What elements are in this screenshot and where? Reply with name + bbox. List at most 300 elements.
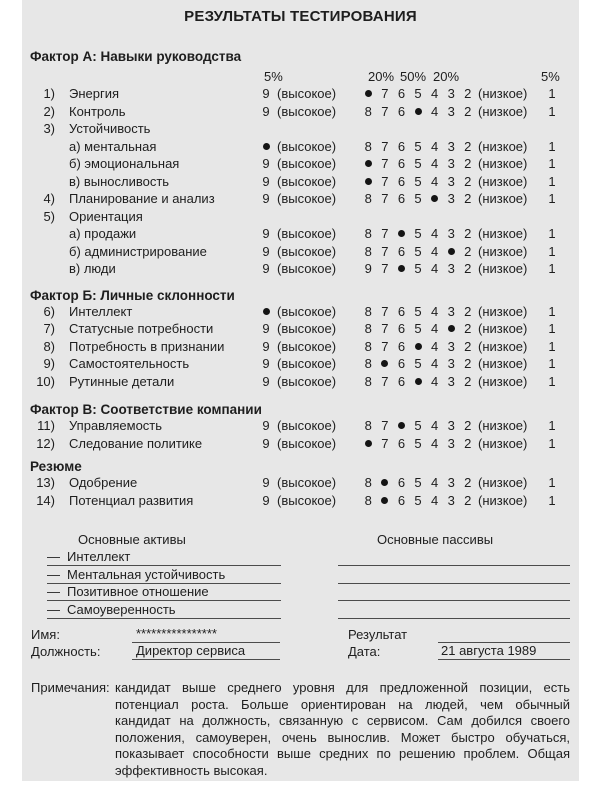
asset-name: Интеллект [67, 549, 131, 565]
scale-number: 2 [464, 191, 472, 207]
score-dot-marker [398, 422, 405, 429]
row-number: 14) [36, 492, 55, 508]
score-dot [377, 356, 394, 371]
scale-number: 3 [447, 173, 455, 189]
dash-mark: — [47, 601, 60, 617]
scale-cells [360, 304, 476, 319]
scale-number: 2 [464, 373, 472, 389]
high-scale-label: (высокое) [277, 475, 337, 491]
low-score: 1 [548, 138, 556, 154]
high-scale-label: (высокое) [277, 173, 337, 189]
assets-list [47, 549, 281, 619]
score-dot-marker [365, 178, 372, 185]
score-dot-marker [448, 248, 455, 255]
scale-number: 2 [464, 86, 472, 102]
row-label: в) люди [69, 261, 116, 277]
scale-number: 3 [447, 435, 455, 451]
high-scale-label: (высокое) [277, 356, 337, 372]
row-number: 1) [43, 86, 55, 102]
liabilities-blank-list [338, 549, 570, 619]
assessment-row [30, 190, 571, 208]
scale-number: 8 [364, 321, 372, 337]
scale-number: 2 [464, 418, 472, 434]
scale-number: 7 [381, 435, 389, 451]
date-value: 21 августа 1989 [438, 644, 570, 660]
low-scale-label: (низкое) [478, 418, 528, 434]
section-heading: Фактор Б: Личные склонности [30, 287, 235, 303]
scale-number: 3 [447, 261, 455, 277]
scale-number: 2 [464, 492, 472, 508]
assessment-row [30, 243, 571, 261]
high-score: 9 [262, 86, 270, 102]
low-scale-label: (низкое) [478, 492, 528, 508]
name-value: **************** [132, 627, 280, 643]
asset-line-item [47, 549, 281, 566]
scale-number: 2 [464, 103, 472, 119]
row-label: а) продажи [69, 226, 137, 242]
scale-number: 2 [464, 138, 472, 154]
high-scale-label: (высокое) [277, 435, 337, 451]
scale-number: 5 [414, 243, 422, 259]
assessment-section [30, 50, 571, 278]
score-dot [360, 156, 377, 171]
liability-blank-line [338, 549, 570, 566]
scale-cells [360, 86, 476, 101]
position-label: Должность: [31, 644, 101, 660]
low-scale-label: (низкое) [478, 226, 528, 242]
percentile-label: 50% [400, 69, 427, 84]
low-scale-label: (низкое) [478, 303, 528, 319]
scale-number: 3 [447, 373, 455, 389]
high-score: 9 [262, 191, 270, 207]
high-scale-label: (высокое) [277, 261, 337, 277]
note-text-line: положения, самоуверен, очень вынослив. Может быстро обучаться, [115, 729, 570, 745]
notes-text [115, 680, 570, 780]
low-score: 1 [548, 261, 556, 277]
name-label: Имя: [31, 627, 60, 643]
liabilities-heading: Основные пассивы [377, 532, 494, 547]
score-dot-marker [415, 343, 422, 350]
scale-number: 8 [364, 418, 372, 434]
note-text-line: показывает способности выше средних по решению проблем. Общая [115, 746, 570, 762]
high-scale-label: (высокое) [277, 156, 337, 172]
scale-number: 3 [447, 86, 455, 102]
score-dot-marker [365, 160, 372, 167]
assets-liabilities-headers [30, 533, 571, 547]
low-score: 1 [548, 418, 556, 434]
score-dot-marker [398, 265, 405, 272]
score-dot-marker [415, 378, 422, 385]
scale-number: 5 [414, 418, 422, 434]
assessment-row [30, 355, 571, 373]
scale-number: 2 [464, 321, 472, 337]
high-score: 9 [262, 475, 270, 491]
row-number: 11) [37, 418, 55, 434]
low-score: 1 [548, 492, 556, 508]
low-score: 1 [548, 321, 556, 337]
percentile-label: 20% [433, 69, 460, 84]
row-label: Самостоятельность [69, 356, 190, 372]
high-scale-label: (высокое) [277, 338, 337, 354]
row-number: 13) [36, 475, 55, 491]
row-label: Планирование и анализ [69, 191, 215, 207]
assessment-row [30, 435, 571, 453]
assessment-row [30, 138, 571, 156]
section-heading: Фактор В: Соответствие компании [30, 402, 262, 417]
scale-number: 4 [430, 321, 439, 337]
low-score: 1 [548, 86, 556, 102]
scale-number: 7 [381, 226, 389, 242]
scale-number: 7 [381, 303, 389, 319]
low-score: 1 [548, 303, 556, 319]
low-scale-label: (низкое) [478, 435, 528, 451]
scale-number: 8 [364, 338, 372, 354]
scale-number: 7 [381, 418, 389, 434]
low-score: 1 [548, 338, 556, 354]
assessment-section [30, 460, 571, 509]
scale-cells [360, 191, 476, 206]
assessment-row [30, 338, 571, 356]
scale-number: 2 [464, 303, 472, 319]
scale-number: 8 [364, 138, 372, 154]
score-dot-marker [365, 440, 372, 447]
scale-number: 4 [430, 86, 439, 102]
high-score: 9 [262, 418, 270, 434]
score-dot [443, 244, 460, 259]
assessment-row [30, 474, 571, 492]
liability-blank-line [338, 584, 570, 601]
score-dot-marker [415, 108, 422, 115]
scale-number: 8 [364, 356, 372, 372]
row-label: Устойчивость [69, 121, 151, 137]
scale-number: 8 [364, 103, 372, 119]
score-dot-marker [263, 143, 270, 150]
liability-blank-line [338, 566, 570, 583]
scale-number: 4 [430, 173, 439, 189]
scale-number: 7 [381, 373, 389, 389]
score-dot [410, 374, 427, 389]
score-dot [377, 475, 394, 490]
row-label: Ориентация [69, 208, 143, 224]
scale-number: 2 [464, 338, 472, 354]
scale-number: 6 [397, 103, 406, 119]
score-dot [426, 191, 443, 206]
scale-number: 4 [430, 492, 439, 508]
scale-cells [360, 493, 476, 508]
row-label: Статусные потребности [69, 321, 214, 337]
scale-number: 5 [414, 138, 422, 154]
scale-number: 4 [430, 243, 439, 259]
high-score: 9 [262, 226, 270, 242]
high-scale-label: (высокое) [277, 373, 337, 389]
row-number: 10) [36, 373, 55, 389]
scale-number: 6 [397, 138, 406, 154]
scale-number: 6 [397, 492, 406, 508]
low-score: 1 [548, 373, 556, 389]
scale-number: 4 [430, 156, 439, 172]
score-dot-marker [381, 360, 388, 367]
scale-number: 6 [397, 303, 406, 319]
high-scale-label: (высокое) [277, 321, 337, 337]
low-scale-label: (низкое) [478, 338, 528, 354]
row-number: 6) [43, 303, 55, 319]
scale-number: 8 [364, 226, 372, 242]
scale-cells [360, 156, 476, 171]
assessment-row [30, 85, 571, 103]
assessment-row [30, 155, 571, 173]
high-scale-label: (высокое) [277, 103, 337, 119]
high-scale-label: (высокое) [277, 138, 337, 154]
high-score: 9 [262, 338, 270, 354]
assessment-row [30, 103, 571, 121]
row-number: 5) [43, 208, 55, 224]
high-scale-label: (высокое) [277, 303, 337, 319]
low-score: 1 [548, 356, 556, 372]
scale-cells [360, 436, 476, 451]
scale-number: 7 [381, 243, 389, 259]
scale-number: 6 [397, 173, 406, 189]
assessment-row [30, 173, 571, 191]
scale-number: 7 [381, 338, 389, 354]
scale-number: 6 [397, 243, 406, 259]
scale-number: 2 [464, 243, 472, 259]
percentile-label: 5% [541, 69, 560, 84]
score-dot-marker [263, 308, 270, 315]
dash-mark: — [47, 584, 60, 600]
row-label: а) ментальная [69, 138, 157, 154]
score-dot [410, 104, 427, 119]
scale-number: 3 [447, 492, 455, 508]
scale-cells [360, 418, 476, 433]
scale-number: 6 [397, 191, 406, 207]
scale-number: 3 [447, 475, 455, 491]
scale-number: 6 [397, 373, 406, 389]
high-scale-label: (высокое) [277, 418, 337, 434]
score-dot-marker [381, 497, 388, 504]
scale-number: 2 [464, 173, 472, 189]
high-score: 9 [262, 156, 270, 172]
assessment-row [30, 320, 571, 338]
row-label: Интеллект [69, 303, 133, 319]
scale-number: 3 [447, 418, 455, 434]
low-scale-label: (низкое) [478, 138, 528, 154]
form-fields [30, 627, 571, 661]
percentile-label: 20% [368, 69, 395, 84]
scale-cells [360, 356, 476, 371]
score-dot-marker [381, 479, 388, 486]
assessment-row [30, 208, 571, 226]
scale-number: 6 [397, 86, 406, 102]
percentile-label: 5% [264, 69, 283, 84]
dash-mark: — [47, 566, 60, 582]
scale-number: 5 [414, 173, 422, 189]
assessment-row [30, 373, 571, 391]
row-label: б) эмоциональная [69, 156, 180, 172]
row-number: 4) [43, 191, 55, 207]
scale-number: 3 [447, 303, 455, 319]
assessment-sections [30, 50, 571, 509]
page-title: РЕЗУЛЬТАТЫ ТЕСТИРОВАНИЯ [184, 8, 417, 25]
scale-number: 5 [414, 492, 422, 508]
scale-number: 4 [430, 356, 439, 372]
scale-number: 5 [414, 303, 422, 319]
scale-cells [360, 244, 476, 259]
date-label: Дата: [348, 644, 381, 660]
high-scale-label: (высокое) [277, 191, 337, 207]
scale-number: 7 [381, 321, 389, 337]
high-scale-label: (высокое) [277, 86, 337, 102]
row-label: Управляемость [69, 418, 163, 434]
scale-number: 5 [414, 191, 422, 207]
assets-liabilities-columns [30, 549, 571, 619]
scale-number: 4 [430, 138, 439, 154]
notes-section [30, 680, 571, 780]
high-score: 9 [262, 356, 270, 372]
high-score: 9 [262, 492, 270, 508]
scale-number: 5 [414, 475, 422, 491]
scale-number: 7 [381, 261, 389, 277]
scale-number: 4 [430, 435, 439, 451]
scale-number: 8 [364, 373, 372, 389]
scale-cells [360, 374, 476, 389]
scale-cells [360, 261, 476, 276]
scale-number: 4 [430, 226, 439, 242]
scale-number: 3 [447, 156, 455, 172]
low-score: 1 [548, 435, 556, 451]
field-row-position-date [30, 643, 571, 660]
high-score: 9 [262, 173, 270, 189]
low-scale-label: (низкое) [478, 356, 528, 372]
scale-cells [360, 475, 476, 490]
low-scale-label: (низкое) [478, 475, 528, 491]
row-label: б) администрирование [69, 243, 207, 259]
score-dot [360, 436, 377, 451]
scale-number: 7 [381, 138, 389, 154]
scale-number: 8 [364, 303, 372, 319]
scale-number: 6 [397, 356, 406, 372]
low-scale-label: (низкое) [478, 373, 528, 389]
low-scale-label: (низкое) [478, 261, 528, 277]
scale-number: 3 [447, 138, 455, 154]
scale-number: 2 [464, 156, 472, 172]
low-scale-label: (низкое) [478, 191, 528, 207]
scale-number: 2 [464, 261, 472, 277]
scale-number: 4 [430, 261, 439, 277]
scale-number: 9 [364, 261, 372, 277]
asset-name: Позитивное отношение [67, 584, 209, 600]
score-dot [443, 321, 460, 336]
high-scale-label: (высокое) [277, 243, 337, 259]
scale-number: 2 [464, 226, 472, 242]
scale-cells [360, 174, 476, 189]
scale-number: 6 [397, 156, 406, 172]
low-scale-label: (низкое) [478, 156, 528, 172]
section-heading: Фактор А: Навыки руководства [30, 49, 242, 64]
low-scale-label: (низкое) [478, 86, 528, 102]
score-dot-marker [448, 325, 455, 332]
high-score: 9 [262, 103, 270, 119]
low-scale-label: (низкое) [478, 243, 528, 259]
high-score: 9 [262, 243, 270, 259]
scale-number: 8 [364, 475, 372, 491]
row-number: 12) [36, 435, 55, 451]
assessment-row [30, 303, 571, 321]
scale-cells [360, 339, 476, 354]
low-scale-label: (низкое) [478, 103, 528, 119]
dash-mark: — [47, 549, 60, 565]
asset-line-item [47, 601, 281, 618]
scale-number: 6 [397, 321, 406, 337]
row-label: Потребность в признании [69, 338, 225, 354]
row-number: 2) [43, 103, 55, 119]
assessment-row [30, 260, 571, 278]
scale-number: 3 [447, 356, 455, 372]
assessment-row [30, 120, 571, 138]
scale-number: 4 [430, 103, 439, 119]
asset-line-item [47, 584, 281, 601]
scale-number: 4 [430, 475, 439, 491]
scale-cells [360, 321, 476, 336]
assessment-section [30, 289, 571, 391]
scale-number: 5 [414, 156, 422, 172]
scale-number: 3 [447, 226, 455, 242]
row-label: Контроль [69, 103, 126, 119]
assessment-section [30, 403, 571, 452]
high-score: 9 [262, 435, 270, 451]
scale-number: 6 [397, 475, 406, 491]
scale-number: 7 [381, 156, 389, 172]
high-score: 9 [262, 373, 270, 389]
scale-number: 4 [430, 373, 439, 389]
row-number: 7) [43, 321, 55, 337]
scale-number: 8 [364, 191, 372, 207]
assessment-row [30, 225, 571, 243]
notes-label: Примечания: [31, 680, 110, 696]
low-scale-label: (низкое) [478, 321, 528, 337]
position-value: Директор сервиса [132, 644, 280, 660]
note-text-line: кандидат на должность, связанную с сервисом. Сам добился своего [115, 713, 570, 729]
note-text-line: кандидат выше среднего уровня для предложенной позиции, есть [115, 680, 570, 696]
score-dot [360, 174, 377, 189]
scale-number: 7 [381, 173, 389, 189]
scale-number: 2 [464, 475, 472, 491]
scale-number: 4 [430, 338, 439, 354]
score-dot [360, 86, 377, 101]
scale-number: 2 [464, 435, 472, 451]
row-number: 9) [43, 356, 55, 372]
score-dot [377, 493, 394, 508]
low-score: 1 [548, 226, 556, 242]
low-scale-label: (низкое) [478, 173, 528, 189]
row-label: Одобрение [69, 475, 138, 491]
low-score: 1 [548, 475, 556, 491]
low-score: 1 [548, 103, 556, 119]
scale-number: 5 [414, 356, 422, 372]
scale-number: 5 [414, 226, 422, 242]
assessment-row [30, 492, 571, 510]
score-dot [410, 339, 427, 354]
high-score: 9 [262, 261, 270, 277]
row-label: Рутинные детали [69, 373, 175, 389]
row-label: Потенциал развития [69, 492, 194, 508]
scale-number: 3 [447, 338, 455, 354]
scale-number: 5 [414, 321, 422, 337]
scale-number: 7 [381, 191, 389, 207]
score-dot-marker [398, 230, 405, 237]
score-dot-marker [365, 90, 372, 97]
low-score: 1 [548, 156, 556, 172]
scale-number: 5 [414, 86, 422, 102]
